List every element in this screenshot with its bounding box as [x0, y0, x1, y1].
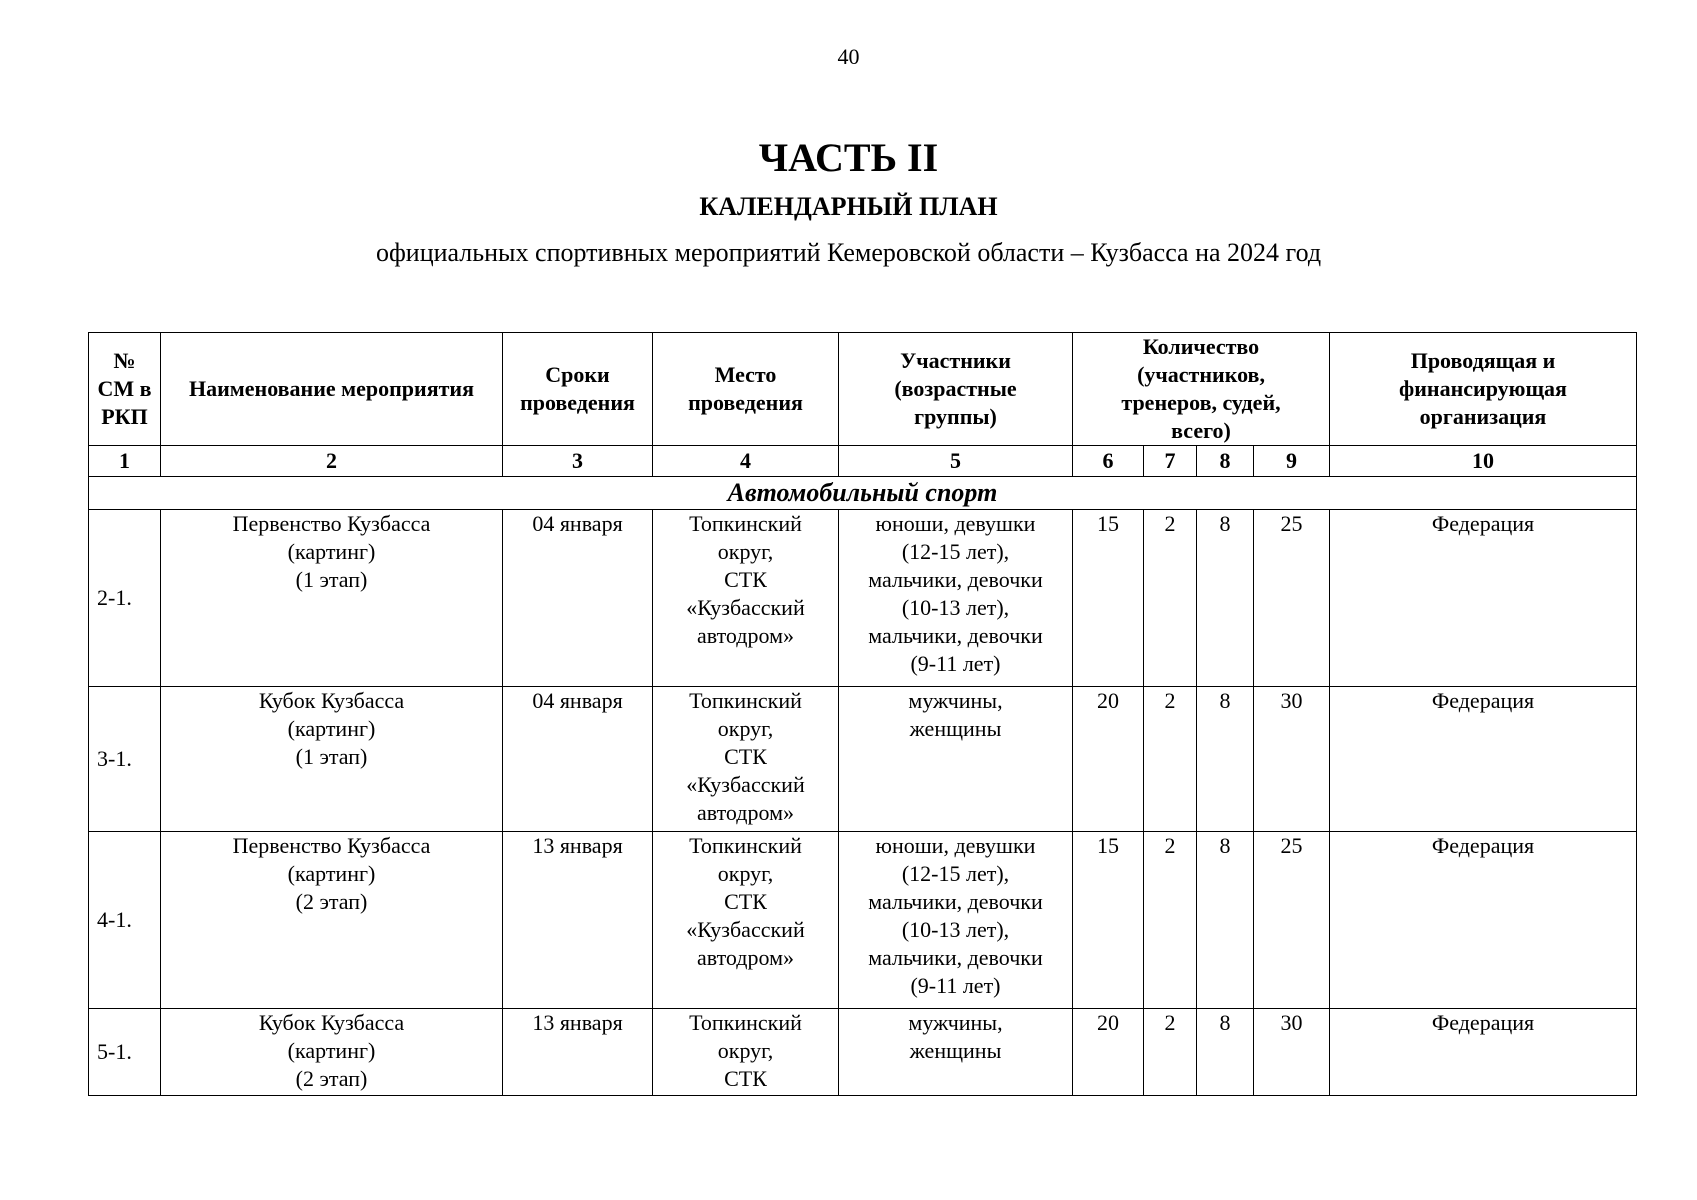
row-org: Федерация — [1330, 510, 1637, 687]
row-count-judges: 8 — [1197, 510, 1254, 687]
row-count-total: 30 — [1254, 687, 1330, 832]
plan-title: КАЛЕНДАРНЫЙ ПЛАН — [699, 192, 998, 221]
header-participants: Участники (возрастные группы) — [839, 333, 1073, 446]
row-count-judges: 8 — [1197, 687, 1254, 832]
row-org: Федерация — [1330, 832, 1637, 1009]
part-title: ЧАСТЬ II — [758, 135, 939, 180]
row-count-total: 25 — [1254, 832, 1330, 1009]
column-number: 3 — [503, 446, 653, 477]
row-org: Федерация — [1330, 1009, 1637, 1096]
row-num: 5-1. — [89, 1009, 161, 1096]
column-number-row — [89, 446, 1637, 477]
calendar-plan-table — [88, 332, 1637, 1096]
table-row — [89, 832, 1637, 1009]
row-count-total: 25 — [1254, 510, 1330, 687]
row-dates: 13 января — [503, 1009, 653, 1096]
row-count-coaches: 2 — [1144, 832, 1197, 1009]
column-number: 2 — [161, 446, 503, 477]
header-place: Место проведения — [653, 333, 839, 446]
row-dates: 13 января — [503, 832, 653, 1009]
row-org: Федерация — [1330, 687, 1637, 832]
header-dates: Сроки проведения — [503, 333, 653, 446]
row-place: Топкинский округ, СТК «Кузбасский автодром» — [653, 832, 839, 1009]
row-participants: мужчины, женщины — [839, 1009, 1073, 1096]
row-participants: юноши, девушки (12-15 лет), мальчики, девочки (10-13 лет), мальчики, девочки (9-11 лет) — [839, 832, 1073, 1009]
row-num: 2-1. — [89, 510, 161, 687]
row-count-judges: 8 — [1197, 832, 1254, 1009]
row-dates: 04 января — [503, 687, 653, 832]
column-number: 5 — [839, 446, 1073, 477]
column-number: 9 — [1254, 446, 1330, 477]
row-place: Топкинский округ, СТК — [653, 1009, 839, 1096]
row-name: Кубок Кузбасса (картинг) (1 этап) — [161, 687, 503, 832]
column-number: 8 — [1197, 446, 1254, 477]
column-number: 7 — [1144, 446, 1197, 477]
header-num: № СМ в РКП — [89, 333, 161, 446]
header-count: Количество (участников, тренеров, судей, всего) — [1073, 333, 1330, 446]
row-count-coaches: 2 — [1144, 687, 1197, 832]
row-count-participants: 15 — [1073, 832, 1144, 1009]
row-num: 3-1. — [89, 687, 161, 832]
row-place: Топкинский округ, СТК «Кузбасский автодром» — [653, 510, 839, 687]
row-participants: мужчины, женщины — [839, 687, 1073, 832]
row-name: Первенство Кузбасса (картинг) (1 этап) — [161, 510, 503, 687]
row-count-coaches: 2 — [1144, 510, 1197, 687]
plan-subtitle: официальных спортивных мероприятий Кемеровской области – Кузбасса на 2024 год — [375, 238, 1322, 267]
row-name: Кубок Кузбасса (картинг) (2 этап) — [161, 1009, 503, 1096]
row-count-judges: 8 — [1197, 1009, 1254, 1096]
table-row — [89, 1009, 1637, 1096]
row-count-total: 30 — [1254, 1009, 1330, 1096]
row-count-coaches: 2 — [1144, 1009, 1197, 1096]
row-num: 4-1. — [89, 832, 161, 1009]
row-count-participants: 15 — [1073, 510, 1144, 687]
row-count-participants: 20 — [1073, 1009, 1144, 1096]
header-name: Наименование мероприятия — [161, 333, 503, 446]
row-place: Топкинский округ, СТК «Кузбасский автодром» — [653, 687, 839, 832]
row-participants: юноши, девушки (12-15 лет), мальчики, девочки (10-13 лет), мальчики, девочки (9-11 лет) — [839, 510, 1073, 687]
column-number: 1 — [89, 446, 161, 477]
column-number: 6 — [1073, 446, 1144, 477]
page-number: 40 — [837, 44, 860, 69]
table-row — [89, 687, 1637, 832]
row-name: Первенство Кузбасса (картинг) (2 этап) — [161, 832, 503, 1009]
section-title: Автомобильный спорт — [89, 477, 1637, 510]
header-row — [89, 333, 1637, 446]
table-row — [89, 510, 1637, 687]
column-number: 4 — [653, 446, 839, 477]
column-number: 10 — [1330, 446, 1637, 477]
row-count-participants: 20 — [1073, 687, 1144, 832]
header-org: Проводящая и финансирующая организация — [1330, 333, 1637, 446]
row-dates: 04 января — [503, 510, 653, 687]
section-row — [89, 477, 1637, 510]
